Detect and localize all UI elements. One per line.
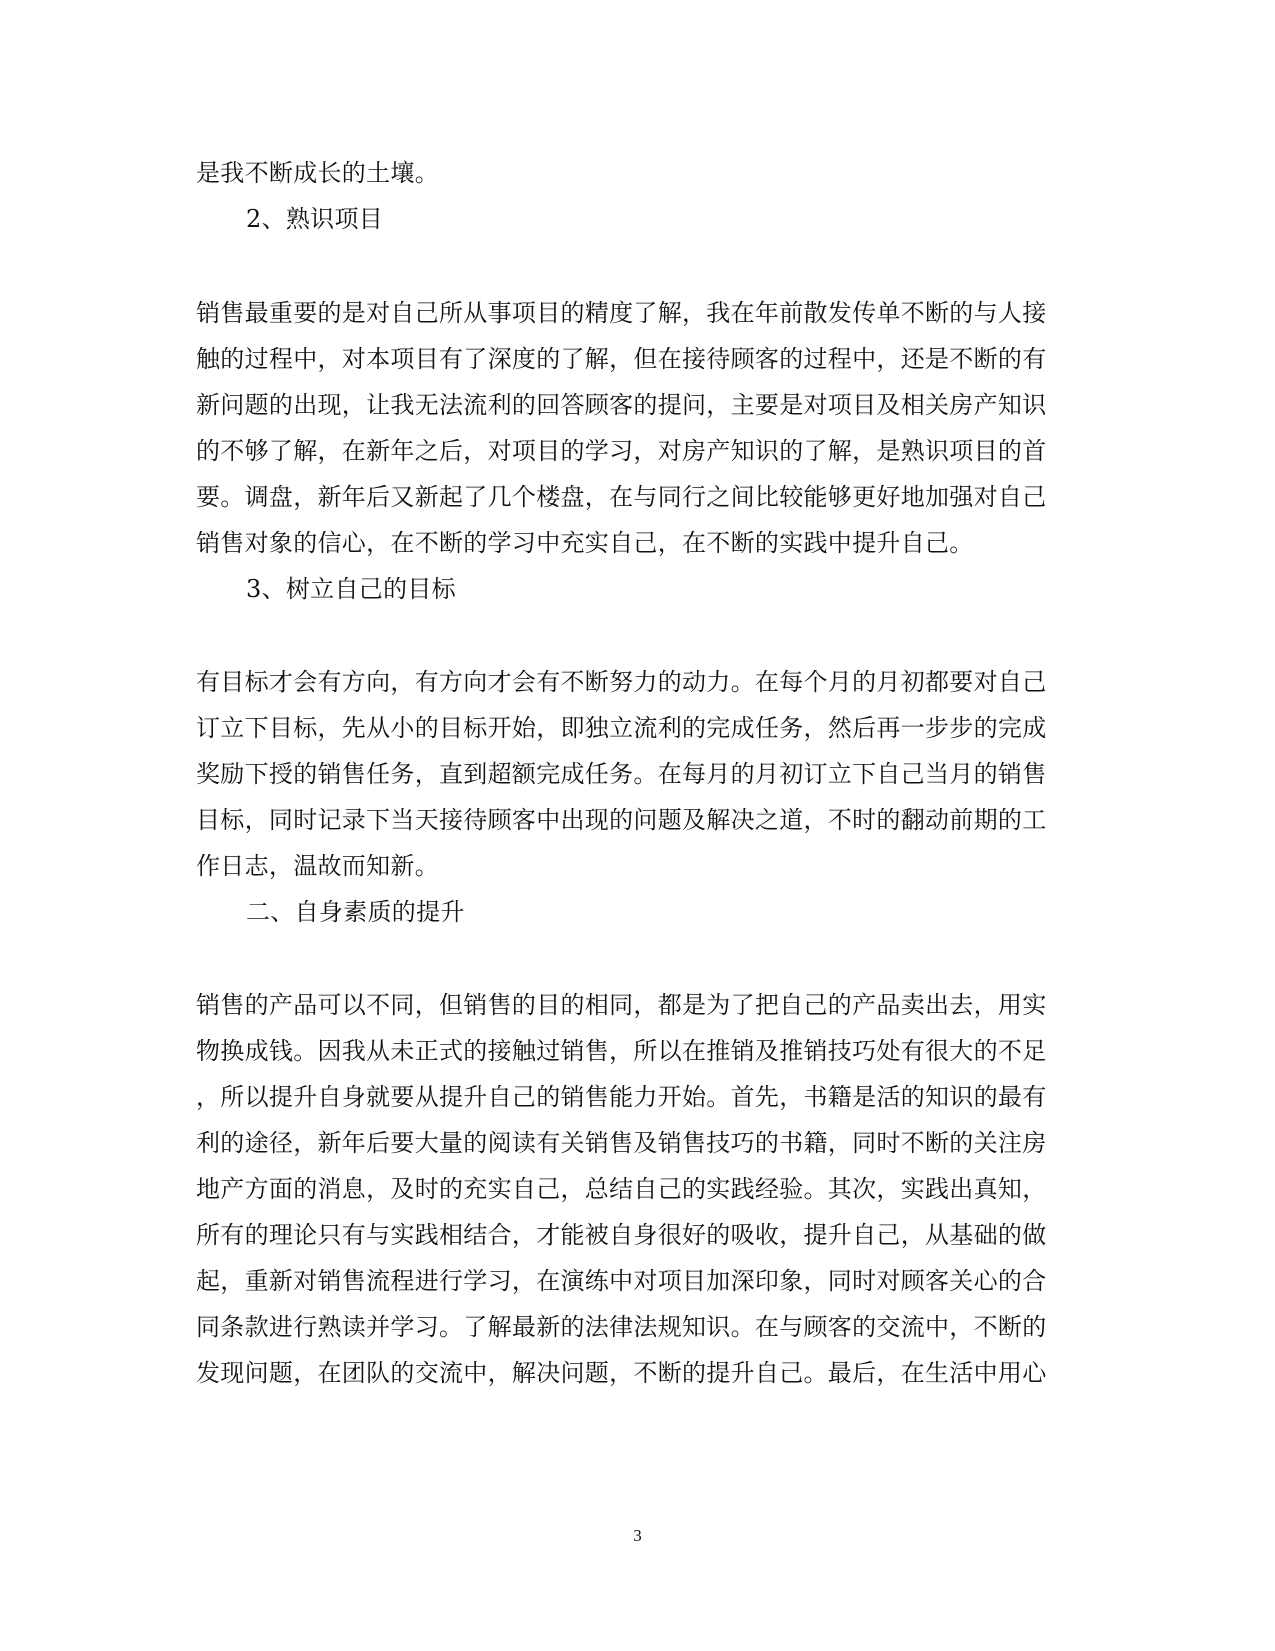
text-line: 奖励下授的销售任务，直到超额完成任务。在每月的月初订立下自己当月的销售 [196, 760, 1047, 788]
section-heading: 二、自身素质的提升 [246, 898, 465, 926]
text-line: 要。调盘，新年后又新起了几个楼盘，在与同行之间比较能够更好地加强对自己 [196, 483, 1047, 511]
text-line: 销售最重要的是对自己所从事项目的精度了解，我在年前散发传单不断的与人接 [196, 299, 1047, 327]
text-line: 销售的产品可以不同，但销售的目的相同，都是为了把自己的产品卖出去，用实 [196, 991, 1047, 1019]
section-heading: 2、熟识项目 [246, 205, 384, 233]
text-line: ，所以提升自身就要从提升自己的销售能力开始。首先，书籍是活的知识的最有 [196, 1083, 1047, 1111]
text-line: 销售对象的信心，在不断的学习中充实自己，在不断的实践中提升自己。 [196, 529, 974, 557]
text-line: 订立下目标，先从小的目标开始，即独立流利的完成任务，然后再一步步的完成 [196, 714, 1047, 742]
text-line: 发现问题，在团队的交流中，解决问题，不断的提升自己。最后，在生活中用心 [196, 1359, 1047, 1387]
text-line: 新问题的出现，让我无法流利的回答顾客的提问，主要是对项目及相关房产知识 [196, 391, 1047, 419]
text-line: 作日志，温故而知新。 [196, 852, 439, 880]
text-line: 地产方面的消息，及时的充实自己，总结自己的实践经验。其次，实践出真知， [196, 1175, 1047, 1203]
page-number: 3 [633, 1526, 642, 1545]
text-line: 是我不断成长的土壤。 [196, 159, 439, 187]
section-heading: 3、树立自己的目标 [246, 575, 456, 603]
text-line: 起，重新对销售流程进行学习，在演练中对项目加深印象，同时对顾客关心的合 [196, 1267, 1047, 1295]
text-line: 所有的理论只有与实践相结合，才能被自身很好的吸收，提升自己，从基础的做 [196, 1221, 1047, 1249]
text-line: 的不够了解，在新年之后，对项目的学习，对房产知识的了解，是熟识项目的首 [196, 437, 1047, 465]
text-line: 同条款进行熟读并学习。了解最新的法律法规知识。在与顾客的交流中，不断的 [196, 1313, 1047, 1341]
text-line: 有目标才会有方向，有方向才会有不断努力的动力。在每个月的月初都要对自己 [196, 668, 1047, 696]
text-line: 物换成钱。因我从未正式的接触过销售，所以在推销及推销技巧处有很大的不足 [196, 1037, 1047, 1065]
text-line: 利的途径，新年后要大量的阅读有关销售及销售技巧的书籍，同时不断的关注房 [196, 1129, 1047, 1157]
text-line: 目标，同时记录下当天接待顾客中出现的问题及解决之道，不时的翻动前期的工 [196, 806, 1047, 834]
text-line: 触的过程中，对本项目有了深度的了解，但在接待顾客的过程中，还是不断的有 [196, 345, 1047, 373]
